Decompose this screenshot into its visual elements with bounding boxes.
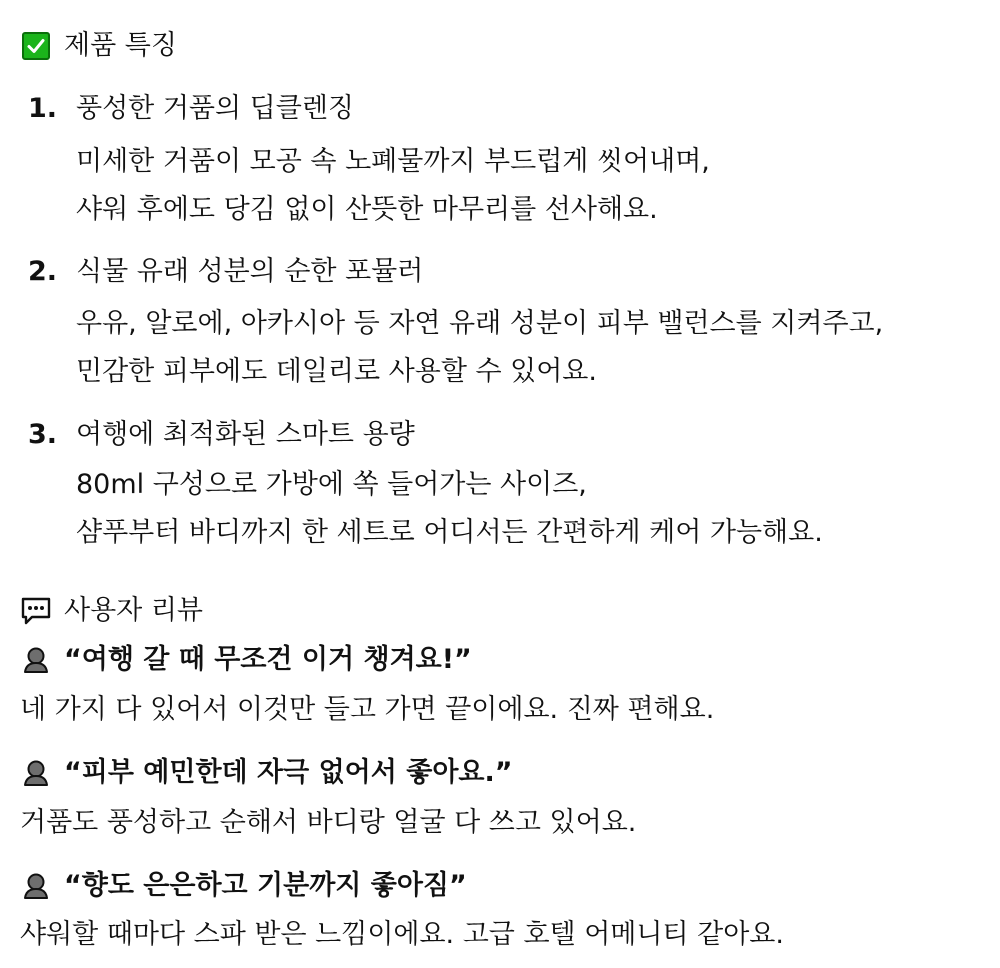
feature-number: 2. [28,256,58,287]
review-3-quote-line [22,869,467,903]
feature-title: 식물 유래 성분의 순한 포뮬러 [76,256,424,287]
feature-item-2-title [28,255,423,289]
feature-item-3-title [28,418,415,452]
review-quote: “피부 예민한데 자극 없어서 좋아요.” [64,757,513,788]
review-1-body: 네 가지 다 있어서 이것만 들고 가면 끝이에요. 진짜 편해요. [20,694,715,725]
feature-item-1-title [28,92,354,126]
user-silhouette-icon [22,872,50,900]
speech-bubble-icon [20,596,52,626]
review-quote: “향도 은은하고 기분까지 좋아짐” [64,870,467,901]
features-heading [22,29,177,63]
review-1-quote-line [22,643,472,677]
feature-item-3-line-2: 샴푸부터 바디까지 한 세트로 어디서든 간편하게 케어 가능해요. [76,517,823,548]
feature-item-1-line-1: 미세한 거품이 모공 속 노폐물까지 부드럽게 씻어내며, [76,146,710,177]
user-silhouette-icon [22,646,50,674]
feature-item-3-line-1: 80ml 구성으로 가방에 쏙 들어가는 사이즈, [76,469,587,500]
features-heading-text: 제품 특징 [64,30,177,61]
feature-title: 여행에 최적화된 스마트 용량 [76,419,415,450]
feature-item-2-line-1: 우유, 알로에, 아카시아 등 자연 유래 성분이 피부 밸런스를 지켜주고, [76,308,884,339]
feature-item-1-line-2: 샤워 후에도 당김 없이 산뜻한 마무리를 선사해요. [76,194,658,225]
reviews-heading-text: 사용자 리뷰 [64,595,203,626]
feature-number: 1. [28,93,58,124]
user-silhouette-icon [22,759,50,787]
reviews-heading [20,594,203,628]
review-2-body: 거품도 풍성하고 순해서 바디랑 얼굴 다 쓰고 있어요. [20,807,637,838]
review-3-body: 샤워할 때마다 스파 받은 느낌이에요. 고급 호텔 어메니티 같아요. [20,919,784,950]
review-quote: “여행 갈 때 무조건 이거 챙겨요!” [64,644,472,675]
check-icon [22,32,50,60]
review-2-quote-line [22,756,513,790]
feature-title: 풍성한 거품의 딥클렌징 [76,93,354,124]
feature-number: 3. [28,419,58,450]
feature-item-2-line-2: 민감한 피부에도 데일리로 사용할 수 있어요. [76,356,597,387]
